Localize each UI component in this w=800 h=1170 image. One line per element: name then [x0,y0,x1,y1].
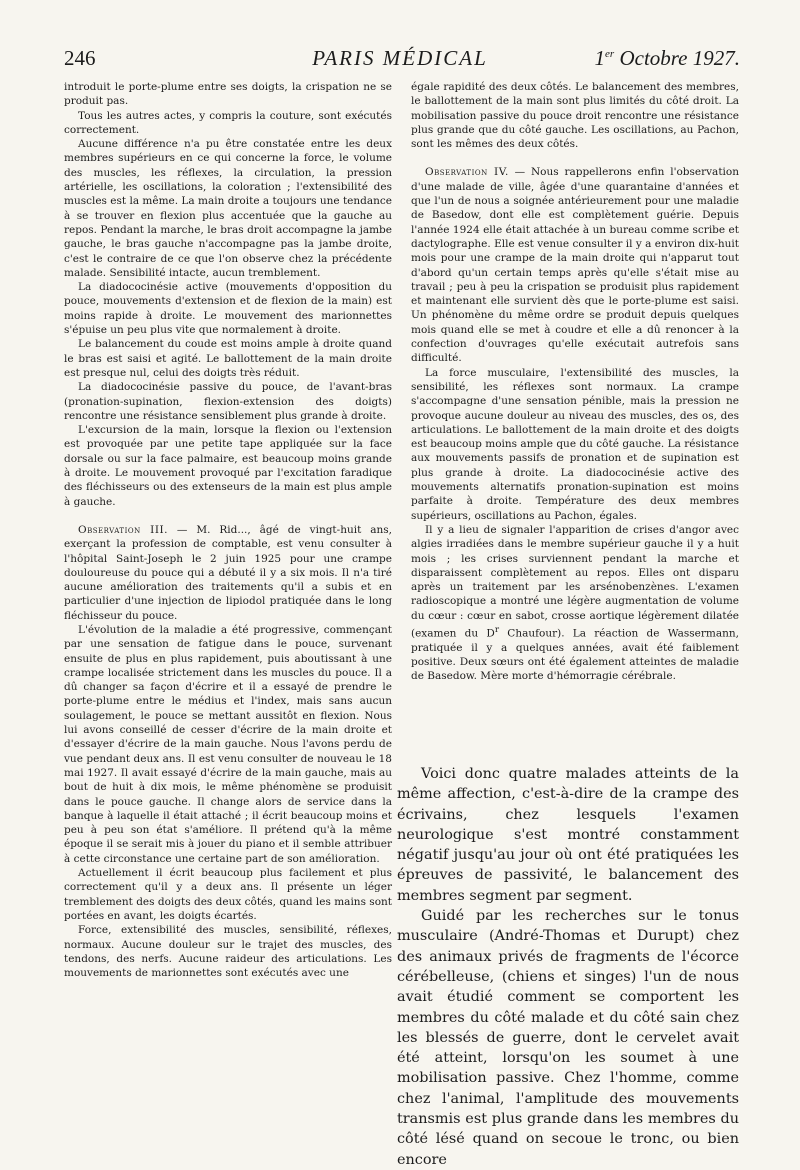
page-header [60,46,740,72]
paragraph: L'évolution de la maladie a été progressive, commençant par une sensation de fatigue dans le pouce, survenant ensuite de plus en plus rapidement, puis aboutissant à une crampe localisée strictement dans les muscles du pouce. Il a dû changer sa façon d'écrire et il a essayé de prendre le porte-plume entre le médius et l'index, mais sans aucun soulagement, le pouce se mettant aussitôt en flexion. Nous lui avons conseillé de cesser d'écrire de la main droite et d'essayer d'écrire de la main gauche. Nous l'avons perdu de vue pendant deux ans. Il est venu consulter de nouveau le 18 mai 1927. Il avait essayé d'écrire de la main gauche, mais au bout de huit à dix mois, le même phénomène se produisit dans le pouce gauche. Il change alors de service dans la banque à laquelle il était attaché ; il écrit beaucoup moins et peu à peu son état s'améliore. Il prétend qu'à la même époque il se serait mis à jouer du piano et il semble attribuer à cette circonstance une certaine part de son amélioration. [64,623,392,865]
right-column [411,80,739,684]
date-month-year: Octobre 1927. [614,46,740,70]
date-day: 1 [594,46,606,70]
paragraph-part: Chaufour). La réaction de Wassermann, pratiquée il y a quelques années, avait été faiblement positive. Deux sœurs ont été également atteintes de maladie de Basedow. Mère morte d'hémorragie cérébrale. [411,627,739,683]
paragraph: Voici donc quatre malades atteints de la même affection, c'est-à-dire de la crampe des écrivains, chez lesquels l'examen neurologique s'est montré constamment négatif jusqu'au jour où ont été pratiquées les épreuves de passivité, le balancement des membres segment par segment. [397,766,739,904]
paragraph: introduit le porte-plume entre ses doigts, la crispation ne se produit pas. [64,81,392,108]
paragraph: La diadococinésie active (mouvements d'opposition du pouce, mouvements d'extension et de flexion de la main) est moins rapide à droite. Le mouvement des marionnettes s'épuise un peu plus vite que normalement à droite. [64,281,392,337]
paragraph: L'excursion de la main, lorsque la flexion ou l'extension est provoquée par une petite tape appliquée sur la face dorsale ou sur la face palmaire, est beaucoup moins grande à droite. Le mouvement provoqué par l'excitation faradique des fléchisseurs ou des extenseurs de la main est plus ample à gauche. [64,424,392,508]
observation-heading: Observation III. [78,523,168,536]
paragraph: Actuellement il écrit beaucoup plus facilement et plus correctement qu'il y a deux ans. Il présente un léger tremblement des doigts des deux côtés, quand les mains sont portées en avant, les doigts écartés. [64,867,392,922]
paragraph: Guidé par les recherches sur le tonus musculaire (André-Thomas et Durupt) chez des animaux privés de fragments de l'écorce cérébelleuse, (chiens et singes) l'un de nous avait étudié comment se comportent les membres du côté malade et du côté sain chez les blessés de guerre, dont le cervelet avait été atteint, lorsqu'on les soumet à une mobilisation passive. Chez l'homme, comme chez l'animal, l'amplitude des mouvements transmis est plus grande dans les membres du côté lésé quand on secoue le tronc, ou bien encore [397,908,739,1168]
observation-heading: Observation IV. [425,166,509,179]
observation-4 [411,165,739,365]
paragraph-part: Il y a lieu de signaler l'apparition de crises d'angor avec algies irradiées dans le membre supérieur gauche il y a huit mois ; les crises surviennent pendant la marche et disparaissent complètement au repos. Elles ont disparu après un traitement par les arsénobenzènes. L'examen radioscopique a montré une légère augmentation de volume du cœur : cœur en sabot, crosse aortique légèrement dilatée (examen du D [411,523,739,640]
page-number: 246 [64,46,96,70]
observation-text: — Nous rappellerons enfin l'observation d'une malade de ville, âgée d'une quarantaine d'années et que l'un de nous a soignée antérieurement pour une maladie de Basedow, dont elle est complètement guérie. Depuis l'année 1924 elle était attachée à un bureau comme scribe et dactylographe. Elle est venue consulter il y a environ dix-huit mois pour une crampe de la main droite qui n'apparut tout d'abord qu'un certain temps après qu'elle s'était mise au travail ; peu à peu la crispation se produisit plus rapidement et maintenant elle survient dès que le porte-plume est saisi. Un phénomène du même ordre se produit depuis quelques mois quand elle se met à coudre et elle a dû renoncer à la confection d'ouvrages qu'elle exécutait autrefois sans difficulté. [411,166,739,365]
paragraph: Aucune différence n'a pu être constatée entre les deux membres supérieurs en ce qui concerne la force, le volume des muscles, les réflexes, la circulation, la pression artérielle, les oscillations, la coloration ; l'extensibilité des muscles est la même. La main droite a toujours une tendance à se trouver en flexion plus accentuée que la gauche au repos. Pendant la marche, le bras droit accompagne la jambe gauche, le bras gauche n'accompagne pas la jambe droite, c'est le contraire de ce que l'on observe chez la précédente malade. Sensibilité intacte, aucun tremblement. [64,138,392,279]
paragraph: Le balancement du coude est moins ample à droite quand le bras est saisi et agité. Le ballottement de la main droite est presque nul, celui des doigts très réduit. [64,338,392,379]
paragraph: Force, extensibilité des muscles, sensibilité, réflexes, normaux. Aucune douleur sur le trajet des muscles, des tendons, des nerfs. Aucune raideur des articulations. Les mouvements de marionnettes sont exécutés avec une [64,924,392,980]
issue-date [595,46,740,71]
paragraph: Tous les autres actes, y compris la couture, sont exécutés correctement. [64,109,392,136]
paragraph: La diadococinésie passive du pouce, de l'avant-bras (pronation-supination, flexion-extension des doigts) rencontre une résistance sensiblement plus grande à droite. [64,381,392,422]
paragraph [411,523,739,684]
paragraph: égale rapidité des deux côtés. Le balancement des membres, le ballottement de la main sont plus limités du côté droit. La mobilisation passive du pouce droit rencontre une résistance plus grande que du côté gauche. Les oscillations, au Pachon, sont les mêmes des deux côtés. [411,81,739,151]
large-text-block [397,764,739,1170]
date-ordinal: er [605,48,615,60]
paragraph: La force musculaire, l'extensibilité des muscles, la sensibilité, les réflexes sont normaux. La crampe s'accompagne d'une sensation pénible, mais la pression ne provoque aucune douleur au niveau des muscles, des os, des articulations. Le ballottement de la main droite et des doigts est beaucoup moins ample que du côté gauche. La résistance aux mouvements passifs de pronation et de supination est plus grande à droite. La diadococinésie active des mouvements alternatifs pronation-supination est moins parfaite à droite. Température des deux membres supérieurs, oscillations au Pachon, égales. [411,366,739,522]
observation-text: — M. Rid..., âgé de vingt-huit ans, exerçant la profession de comptable, est venu consulter à l'hôpital Saint-Joseph le 2 juin 1925 pour une crampe douloureuse du pouce qui a débuté il y a six mois. Il n'a tiré aucune amélioration des traitements qu'il a subis et en particulier d'une injection de lipiodol pratiquée dans le long fléchisseur du pouce. [64,523,392,622]
journal-title: PARIS MÉDICAL [312,46,488,70]
doctor-abbrev-sup: r [494,624,500,635]
observation-3 [64,523,392,623]
left-column [64,80,392,980]
